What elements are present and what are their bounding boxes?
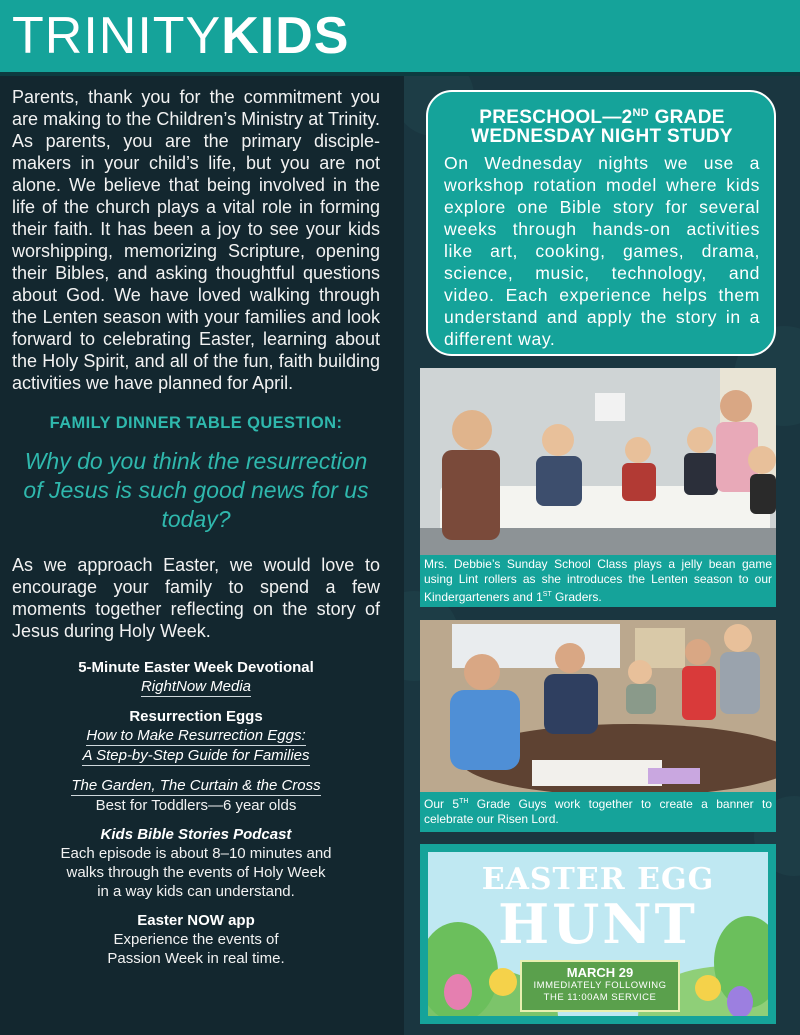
- app-title: Easter NOW app: [137, 912, 255, 929]
- brand-logo: [12, 6, 349, 66]
- chick-icon: [489, 968, 517, 996]
- resource-list: [12, 658, 380, 968]
- left-column: [12, 86, 380, 978]
- study-title-line2: WEDNESDAY NIGHT STUDY: [471, 126, 733, 147]
- study-body: On Wednesday nights we use a workshop rotation model where kids explore one Bible story for several weeks through hands-on activities like art, cooking, games, drama, science, music, technology, and video. Each experience helps them understand and apply the story in a different way.: [444, 153, 760, 349]
- resource-app: [12, 911, 380, 968]
- egg-hunt-sub1: IMMEDIATELY FOLLOWING: [533, 980, 667, 991]
- devotional-link[interactable]: RightNow Media: [140, 678, 252, 695]
- resource-podcast: [12, 825, 380, 901]
- eggs-title: Resurrection Eggs: [129, 708, 263, 725]
- podcast-desc-3: in a way kids can understand.: [97, 883, 295, 900]
- sunday-school-caption: [420, 555, 776, 607]
- devotional-title: 5-Minute Easter Week Devotional: [78, 659, 314, 676]
- chick-icon: [695, 975, 721, 1001]
- question-heading: FAMILY DINNER TABLE QUESTION:: [49, 414, 343, 432]
- app-desc-2: Passion Week in real time.: [107, 950, 285, 967]
- caption1-pre: Mrs. Debbie’s Sunday School Class plays a jelly bean game using Lint rollers as she introduces the Lenten season to our Kindergarteners and 1: [424, 557, 772, 604]
- question-text: Why do you think the resurrection of Jesus is such good news for us today?: [23, 448, 369, 532]
- egg-hunt-date: MARCH 29: [566, 965, 634, 980]
- header-banner: [0, 0, 800, 72]
- egg-hunt-poster: [420, 844, 776, 1024]
- caption2-post: Grade Guys work together to create a banner to celebrate our Risen Lord.: [424, 797, 772, 826]
- fifth-grade-photo: [420, 620, 776, 792]
- podcast-title: Kids Bible Stories Podcast: [100, 826, 292, 843]
- caption1-post: Graders.: [551, 590, 602, 604]
- banner-activity-illustration: [420, 620, 776, 792]
- resource-eggs: [12, 707, 380, 766]
- resource-garden: [12, 776, 380, 815]
- egg-hunt-date-box: [520, 960, 680, 1012]
- study-title-pre: PRESCHOOL—2: [479, 107, 633, 128]
- right-column: [404, 76, 800, 1035]
- egg-hunt-artwork: [428, 852, 768, 1016]
- garden-link[interactable]: The Garden, The Curtain & the Cross: [71, 777, 321, 794]
- brand-light: TRINITY: [12, 7, 222, 65]
- study-title-sup: ND: [632, 107, 649, 119]
- caption2-sup: TH: [459, 798, 469, 805]
- intro-paragraph: Parents, thank you for the commitment you are making to the Children’s Ministry at Trinity. As parents, you are the primary disciple-makers in your child’s life, but you are not alone. We believe that being involved in the life of the church plays a vital role in forming their faith. It has been a joy to see your kids worshipping, memorizing Scripture, opening their Bibles, and asking thoughtful questions about God. We have loved walking through the Lenten season with your families and look forward to celebrating Easter, learning about the Holy Spirit, and all of the fun, faith building activities we have planned for April.: [12, 87, 380, 393]
- classroom-illustration: [420, 368, 776, 555]
- egg-hunt-sub2: THE 11:00AM SERVICE: [543, 992, 657, 1003]
- fifth-grade-caption: [420, 792, 776, 832]
- approach-paragraph: As we approach Easter, we would love to encourage your family to spend a few moments together reflecting on the story of Jesus during Holy Week.: [12, 555, 380, 641]
- study-title: [444, 104, 760, 146]
- easter-egg-icon: [444, 974, 472, 1010]
- brand-bold: KIDS: [221, 7, 350, 65]
- egg-hunt-title-line1: EASTER EGG: [481, 862, 715, 897]
- egg-hunt-title-line2: HUNT: [498, 892, 698, 956]
- wednesday-study-box: [426, 90, 776, 356]
- caption1-sup: ST: [542, 591, 552, 598]
- eggs-link-line1[interactable]: How to Make Resurrection Eggs:: [86, 727, 306, 744]
- resource-devotional: [12, 658, 380, 697]
- eggs-link-line2[interactable]: A Step-by-Step Guide for Families: [82, 747, 310, 764]
- study-title-post: GRADE: [649, 107, 725, 128]
- caption2-pre: Our 5: [424, 797, 460, 811]
- podcast-desc-1: Each episode is about 8–10 minutes and: [60, 845, 332, 862]
- app-desc-1: Experience the events of: [113, 931, 279, 948]
- garden-desc: Best for Toddlers—6 year olds: [95, 797, 297, 814]
- podcast-desc-2: walks through the events of Holy Week: [66, 864, 326, 881]
- sunday-school-photo: [420, 368, 776, 555]
